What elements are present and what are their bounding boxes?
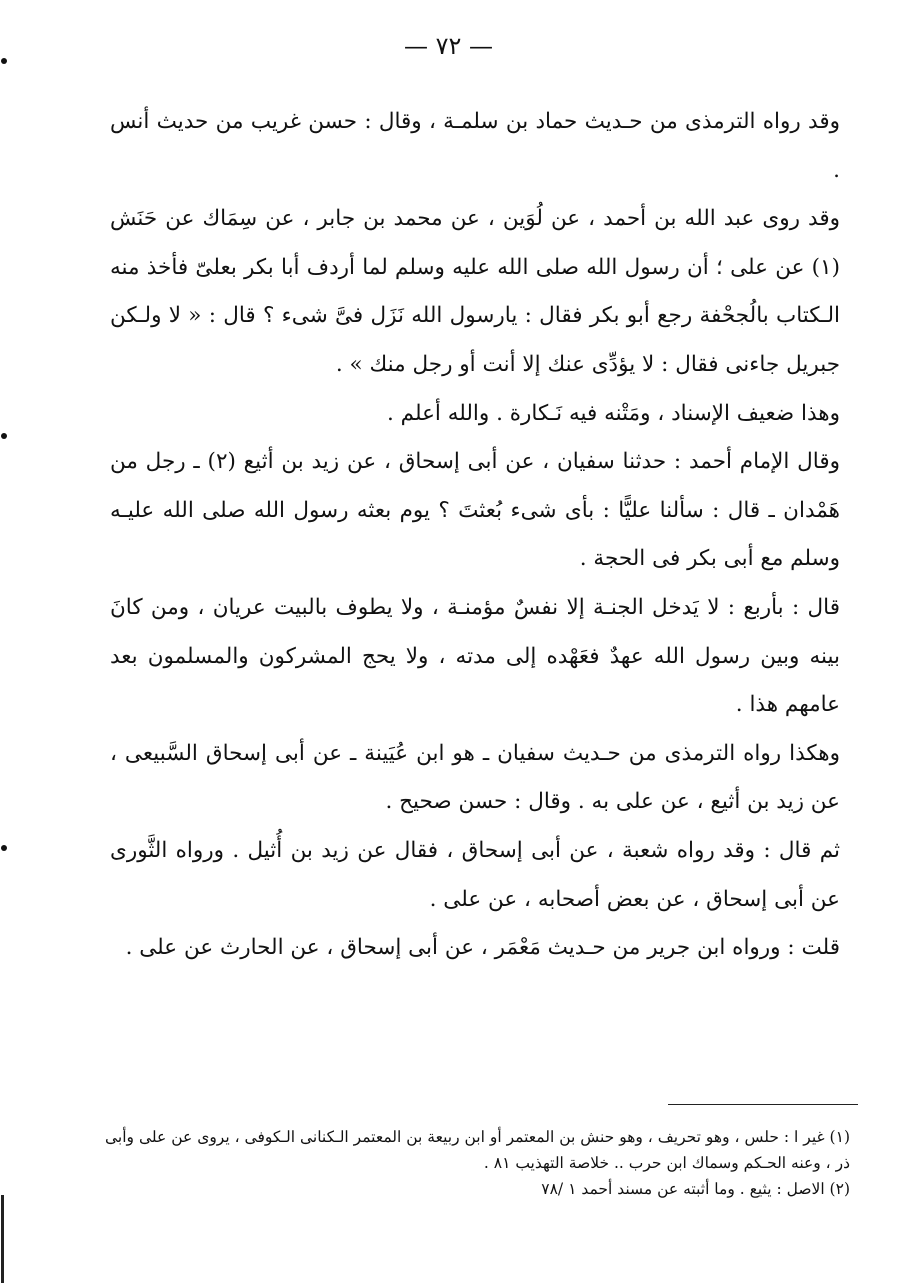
paragraph-4: وقال الإمام أحمد : حدثنا سفيان ، عن أبى إسحاق ، عن زيد بن أثيع (٢) ـ رجل من هَمْدان ـ قال : سألنا عليًّا : بأى شىء بُعثتَ ؟ يوم بعثه رسول الله صلى الله عليـه وسلم مع أبى بكر فى الحجة . xyxy=(110,449,841,572)
footnote-2: (٢) الاصل : يثيع . وما أثبته عن مسند أحمد ١ /٧٨ xyxy=(541,1180,850,1198)
paragraph-3: وهذا ضعيف الإسناد ، ومَتْنه فيه نَـكارة . والله أعلم . xyxy=(387,400,840,426)
scan-margin-mark xyxy=(1,58,7,64)
paragraph-5: قال : بأربع : لا يَدخل الجنـة إلا نفسٌ مؤمنـة ، ولا يطوف بالبيت عريان ، ومن كانَ بينه وبين رسول الله عهدٌ فعَهْده إلى مدته ، ولا يحج المشركون والمسلمون بعد عامهم هذا . xyxy=(110,594,840,718)
footnote-divider xyxy=(668,1104,858,1105)
footnote-1: (١) غير ا : حلس ، وهو تحريف ، وهو حنش بن المعتمر أو ابن ربيعة بن المعتمر الـكنانى الـكوفى ، يروى عن على وأبى ذر ، وعنه الحـكم وسماك ابن حرب .. خلاصة التهذيب ٨١ . xyxy=(105,1128,850,1172)
footnotes xyxy=(105,1124,850,1202)
paragraph-1: وقد رواه الترمذى من حـديث حماد بن سلمـة ، وقال : حسن غريب من حديث أنس . xyxy=(110,109,840,183)
paragraph-2: وقد روى عبد الله بن أحمد ، عن لُوَين ، عن محمد بن جابر ، عن سِمَاك عن حَنَش (١) عن على ؛ أن رسول الله صلى الله عليه وسلم لما أردف أبا بكر بعلىّ فأخذ منه الـكتاب بالُجحْفة رجع أبو بكر فقال : يارسول الله نَزَل فىَّ شىء ؟ قال : « لا ولـكن جبريل جاءنى فقال : لا يؤدِّى عنك إلا أنت أو رجل منك » . xyxy=(110,206,840,377)
scan-margin-mark xyxy=(1,845,7,851)
scan-edge-line xyxy=(1,1195,4,1283)
page-number: — ٧٢ — xyxy=(403,32,494,60)
scan-margin-mark xyxy=(1,433,7,439)
paragraph-7: ثم قال : وقد رواه شعبة ، عن أبى إسحاق ، فقال عن زيد بن أُثيل . ورواه الثَّورى عن أبى إسحاق ، عن بعض أصحابه ، عن على . xyxy=(110,837,840,912)
paragraph-6: وهكذا رواه الترمذى من حـديث سفيان ـ هو ابن عُيَينة ـ عن أبى إسحاق السَّبيعى ، عن زيد بن أثيع ، عن على به . وقال : حسن صحيح . xyxy=(110,740,840,815)
paragraph-8: قلت : ورواه ابن جرير من حـديث مَعْمَر ، عن أبى إسحاق ، عن الحارث عن على . xyxy=(125,935,840,961)
main-text xyxy=(110,98,840,973)
